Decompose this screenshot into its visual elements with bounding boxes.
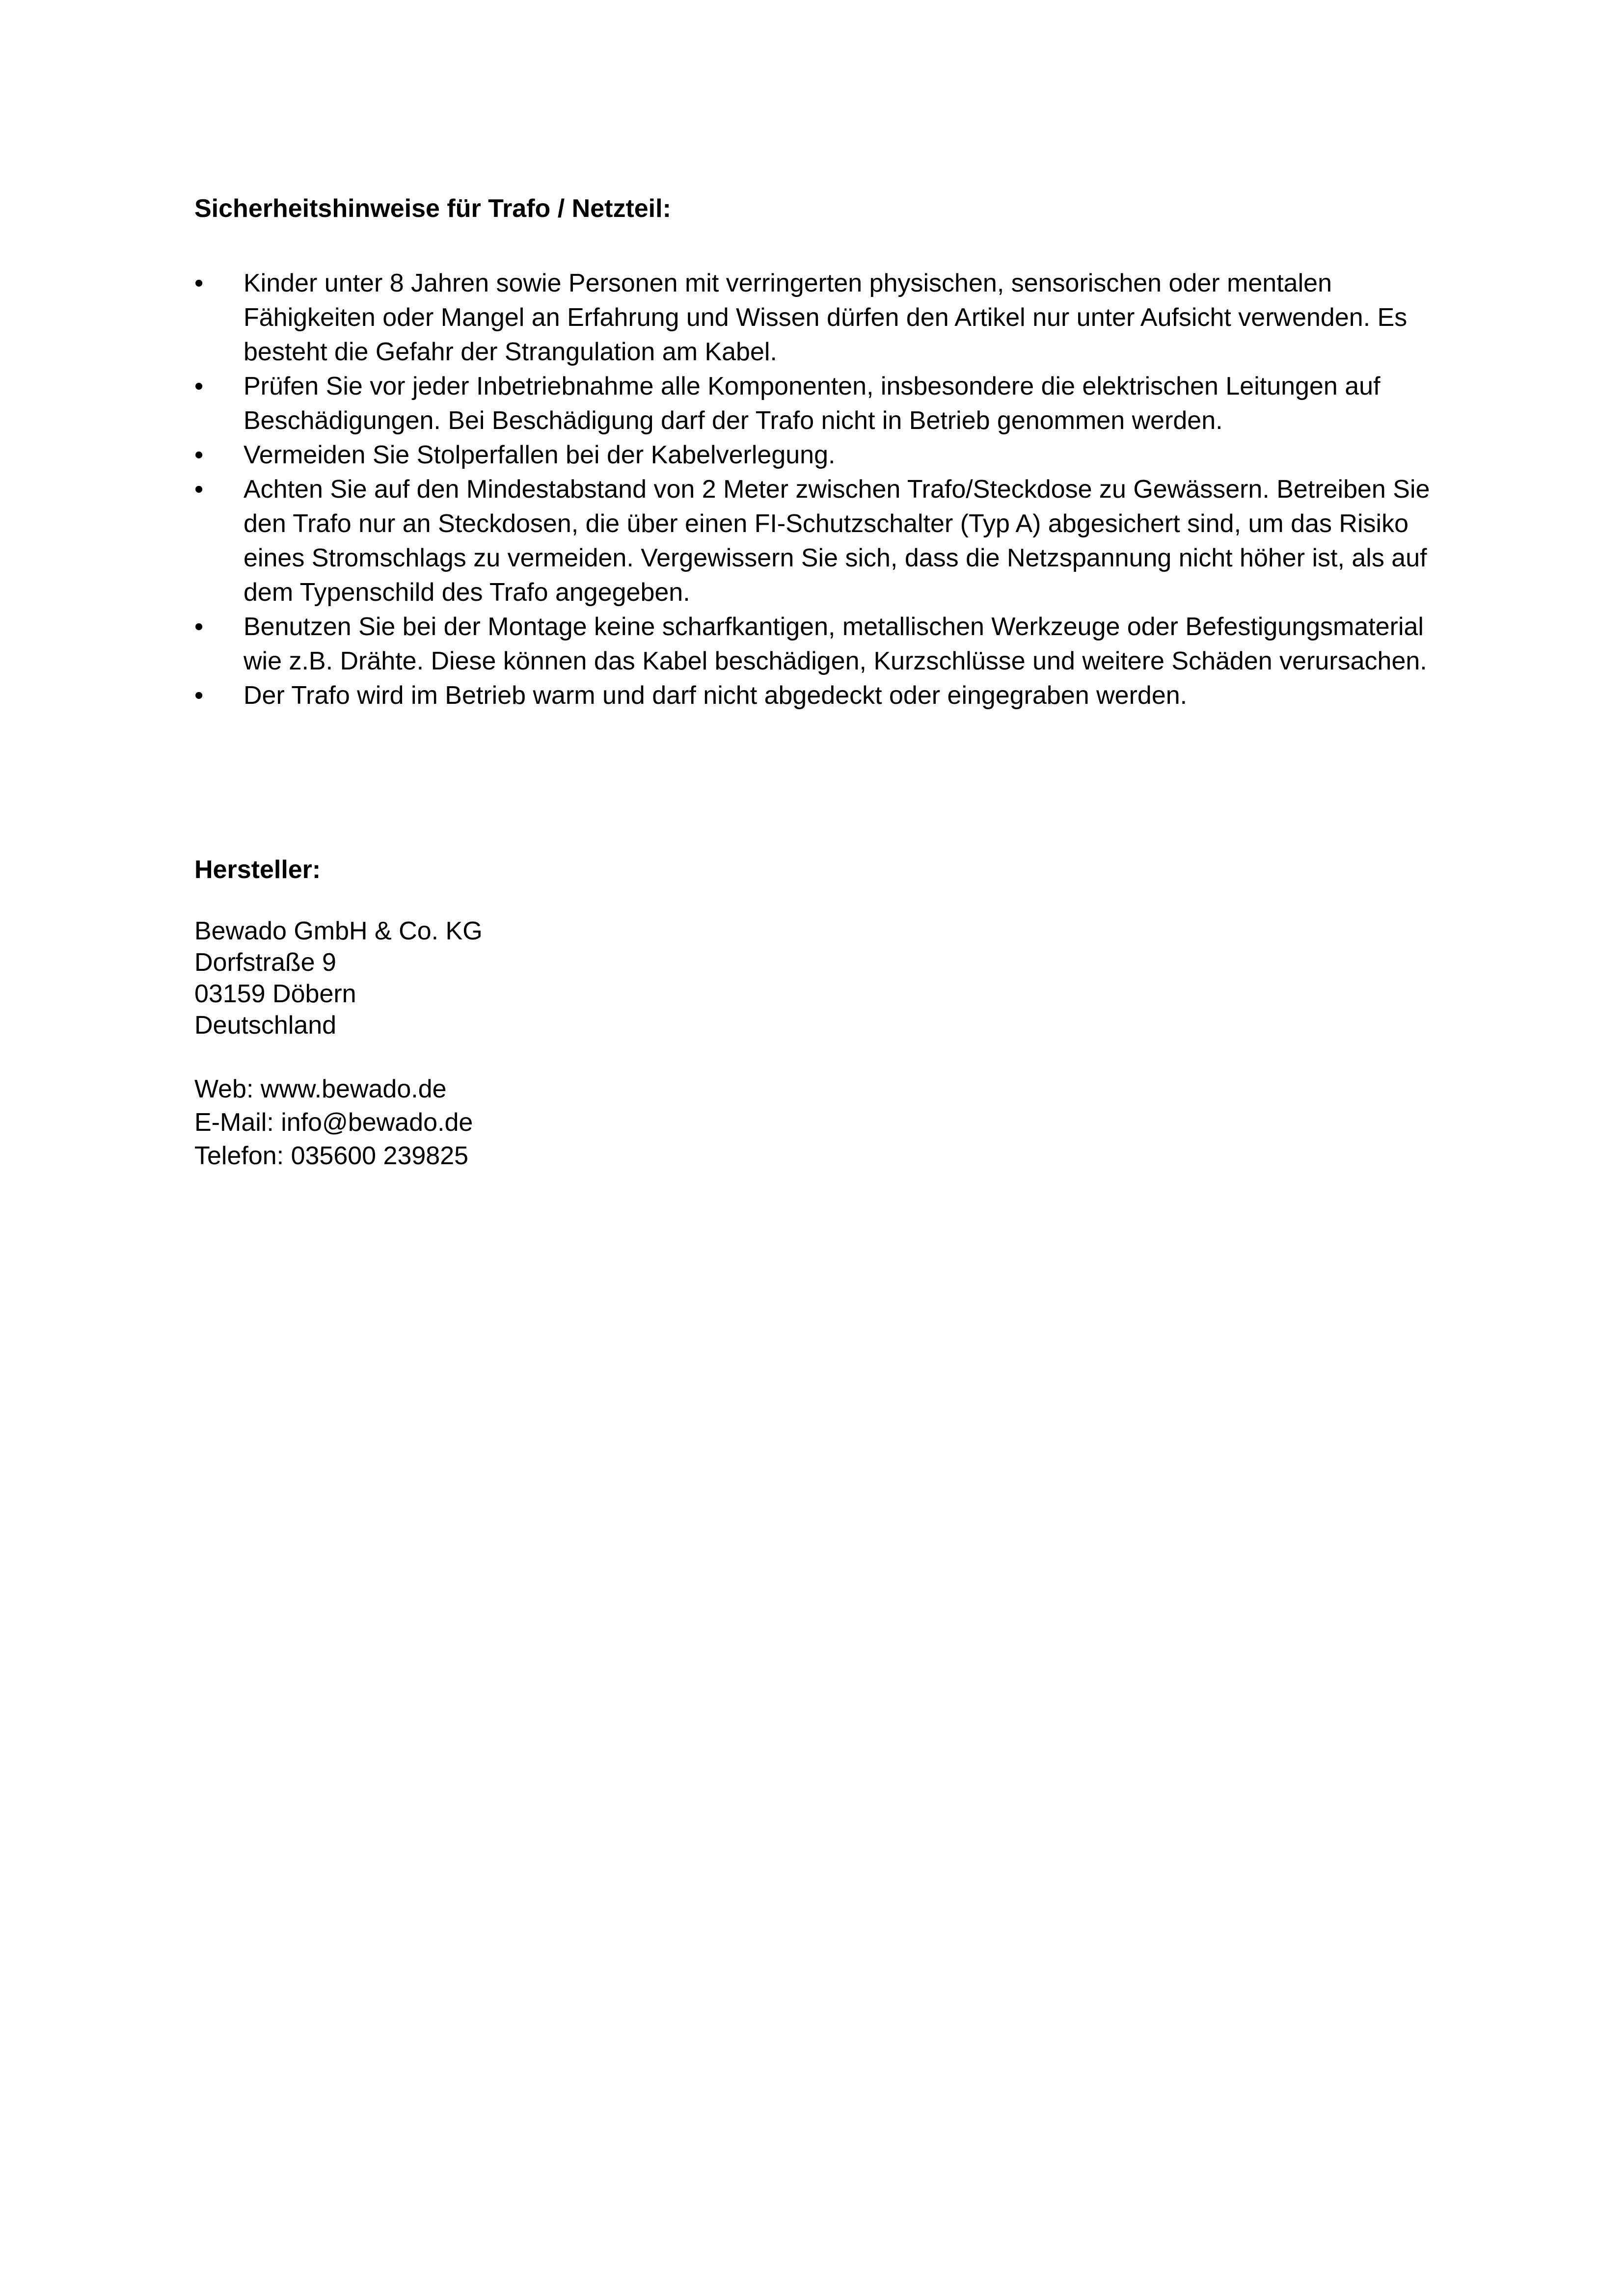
bullet: • bbox=[194, 475, 204, 504]
manufacturer-heading: Hersteller: bbox=[194, 855, 321, 884]
safety-item-text: Achten Sie auf den Mindestabstand von 2 Meter zwischen Trafo/Steckdose zu Gewässern. Betreiben Sie den Trafo nur an Steckdosen, die über einen FI-Schutzschalter (Typ A) abgesichert sind, um das Risiko eines Stromschlags zu vermeiden. Vergewissern Sie sich, dass die Netzspannung nicht höher ist, als auf dem Typenschild des Trafo angegeben. bbox=[244, 475, 1430, 607]
manufacturer-contact bbox=[194, 1072, 1451, 1173]
safety-item bbox=[194, 369, 1451, 438]
safety-item-text: Prüfen Sie vor jeder Inbetriebnahme alle Komponenten, insbesondere die elektrischen Leitungen auf Beschädigungen. Bei Beschädigung darf der Trafo nicht in Betrieb genommen werden. bbox=[244, 372, 1380, 435]
phone-line: Telefon: 035600 239825 bbox=[194, 1142, 469, 1170]
safety-item-text: Vermeiden Sie Stolperfallen bei der Kabelverlegung. bbox=[244, 441, 836, 469]
company-name: Bewado GmbH & Co. KG bbox=[194, 917, 483, 945]
country: Deutschland bbox=[194, 1011, 337, 1040]
manufacturer-address bbox=[194, 915, 1451, 1041]
bullet: • bbox=[194, 372, 204, 400]
street-address: Dorfstraße 9 bbox=[194, 948, 336, 977]
manufacturer-section bbox=[194, 853, 1451, 1173]
safety-item-text: Kinder unter 8 Jahren sowie Personen mit verringerten physischen, sensorischen oder mentalen Fähigkeiten oder Mangel an Erfahrung und Wissen dürfen den Artikel nur unter Aufsicht verwenden. Es besteht die Gefahr der Strangulation am Kabel. bbox=[244, 269, 1407, 366]
safety-item bbox=[194, 472, 1451, 610]
safety-heading: Sicherheitshinweise für Trafo / Netzteil: bbox=[194, 194, 671, 223]
postal-city: 03159 Döbern bbox=[194, 980, 356, 1008]
bullet: • bbox=[194, 613, 204, 641]
bullet: • bbox=[194, 269, 204, 297]
safety-item bbox=[194, 678, 1451, 713]
safety-item bbox=[194, 438, 1451, 472]
email-line: E-Mail: info@bewado.de bbox=[194, 1108, 473, 1137]
bullet: • bbox=[194, 441, 204, 469]
safety-item bbox=[194, 610, 1451, 678]
safety-list bbox=[194, 266, 1451, 713]
document-content bbox=[194, 191, 1451, 1173]
safety-item-text: Der Trafo wird im Betrieb warm und darf nicht abgedeckt oder eingegraben werden. bbox=[244, 681, 1188, 710]
bullet: • bbox=[194, 681, 204, 710]
safety-item bbox=[194, 266, 1451, 369]
website-line: Web: www.bewado.de bbox=[194, 1075, 447, 1103]
safety-item-text: Benutzen Sie bei der Montage keine scharfkantigen, metallischen Werkzeuge oder Befestigungsmaterial wie z.B. Drähte. Diese können das Kabel beschädigen, Kurzschlüsse und weitere Schäden verursachen. bbox=[244, 613, 1427, 675]
